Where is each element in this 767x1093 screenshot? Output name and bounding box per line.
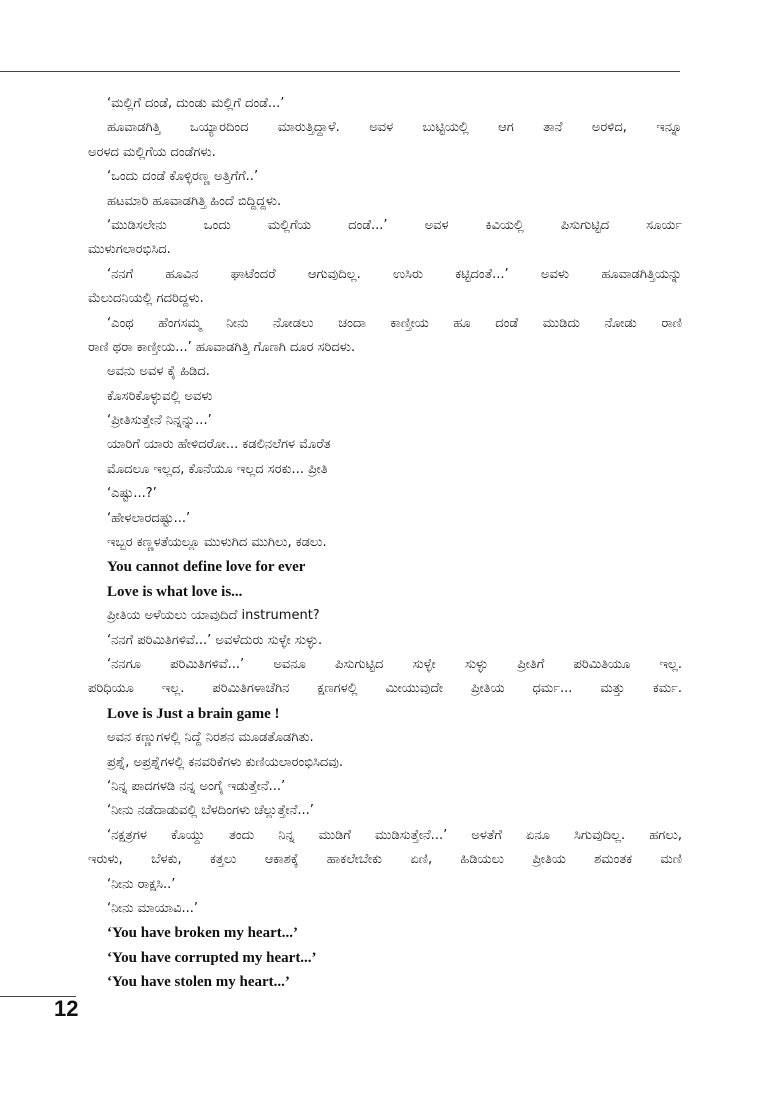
text-line: ‘ನನಗೆ ಹೂವಿನ ಘಾಟೆಂದರೆ ಆಗುವುದಿಲ್ಲ. ಉಸಿರು ಕಟ್ಟಿದಂತೆ...’ ಅವಳು ಹೂವಾಡಗಿತ್ತಿಯನ್ನು [107, 266, 682, 282]
text-line: ‘ಒಂದು ದಂಡೆ ಕೊಳ್ಳಿರಣ್ಣ ಅತ್ತಿಗೆಗೆ..’ [107, 169, 259, 185]
page-number: 12 [54, 996, 79, 1021]
text-line: ಪರಿಧಿಯೂ ಇಲ್ಲ. ಪರಿಮಿತಿಗಳಾಚೆಗಿನ ಕ್ಷಣಗಳಲ್ಲಿ ಮೀಯುವುದೇ ಪ್ರೀತಿಯ ಧರ್ಮ... ಮತ್ತು ಕರ್ಮ. [88, 681, 682, 697]
text-line: ಮೊದಲೂ ಇಲ್ಲದ, ಕೊನೆಯೂ ಇಲ್ಲದ ಸರಕು... ಪ್ರೀತಿ [107, 461, 328, 477]
text-line: ಹೂವಾಡಗಿತ್ತಿ ಒಯ್ಯಾರದಿಂದ ಮಾರುತ್ತಿದ್ದಾಳೆ. ಅವಳ ಬುಟ್ಟಿಯಲ್ಲಿ ಆಗ ತಾನೆ ಅರಳಿದ, ಇನ್ನೂ [107, 120, 682, 136]
text-line: Love is Just a brain game ! [107, 705, 280, 722]
text-line: ಇಬ್ಬರ ಕಣ್ಣಳತೆಯಲ್ಲೂ ಮುಳುಗಿದ ಮುಗಿಲು, ಕಡಲು. [107, 535, 327, 551]
text-line: Love is what love is... [107, 583, 243, 600]
page-body-text [88, 92, 682, 994]
text-line: ‘ನೀನು ರಾಕ್ಷಸಿ..’ [107, 876, 176, 892]
text-line: ‘ಮಲ್ಲಿಗೆ ದಂಡೆ, ದುಂಡು ಮಲ್ಲಿಗೆ ದಂಡೆ...’ [107, 96, 285, 111]
text-line: ಅವನ ಕಣ್ಣುಗಳಲ್ಲಿ ನಿದ್ದೆ ನಿರಶನ ಮೂಡತೊಡಗಿತು. [107, 730, 314, 746]
text-line: ಕೊಸರಿಕೊಳ್ಳುವಲ್ಲಿ ಅವಳು [107, 388, 213, 404]
text-line: ‘ಎಂಥ ಹೆಂಗಸಮ್ಮ ನೀನು ನೋಡಲು ಚಂದಾ ಕಾಣ್ತೀಯ ಹೂ ದಂಡೆ ಮುಡಿದು ನೋಡು ರಾಣಿ [107, 315, 682, 331]
text-line: ‘ಪ್ರೀತಿಸುತ್ತೇನೆ ನಿನ್ನನ್ನು...’ [107, 413, 212, 429]
text-line: ‘ನಕ್ಷತ್ರಗಳ ಕೊಯ್ದು ತಂದು ನಿನ್ನ ಮುಡಿಗೆ ಮುಡಿಸುತ್ತೇನೆ...’ ಅಳತೆಗೆ ಏನೂ ಸಿಗುವುದಿಲ್ಲ. ಹಗಲು, [107, 827, 682, 843]
text-line: ‘ಮುಡಿಸಲೇನು ಒಂದು ಮಲ್ಲಿಗೆಯ ದಂಡೆ...’ ಅವಳ ಕಿವಿಯಲ್ಲಿ ಪಿಸುಗುಟ್ಟಿದ ಸೂರ್ಯ [107, 217, 682, 233]
text-line: ‘You have corrupted my heart...’ [107, 949, 317, 966]
text-line: ರಾಣಿ ಥರಾ ಕಾಣ್ತೀಯ...’ ಹೂವಾಡಗಿತ್ತಿ ಗೊಣಗಿ ದೂರ ಸರಿದಳು. [88, 339, 356, 355]
text-line: ‘You have stolen my heart...’ [107, 974, 290, 991]
text-line: You cannot define love for ever [107, 559, 306, 576]
text-line: ‘ಹೇಳಲಾರದಷ್ಟು...’ [107, 510, 191, 526]
text-line: ಪ್ರಶ್ನೆ, ಅಪ್ರಶ್ನೆಗಳಲ್ಲಿ ಕನವರಿಕೆಗಳು ಕುಣಿಯಲಾರಂಭಿಸಿದವು. [107, 754, 344, 770]
text-line: ‘ನೀನು ಮಾಯಾವಿ...’ [107, 900, 198, 916]
text-line: ಇರುಳು, ಬೆಳಕು, ಕತ್ತಲು ಆಕಾಶಕ್ಕೆ ಹಾಕಲೇಬೇಕು ಏಣಿ, ಹಿಡಿಯಲು ಪ್ರೀತಿಯ ಶಮಂತಕ ಮಣಿ [88, 852, 682, 868]
text-line: ಅರಳದ ಮಲ್ಲಿಗೆಯ ದಂಡೆಗಳು. [88, 144, 216, 160]
text-line: ‘ಎಷ್ಟು...?’ [107, 486, 157, 502]
text-line: ‘You have broken my heart...’ [107, 925, 298, 942]
text-line: ‘ನನಗೂ ಪರಿಮಿತಿಗಳಿವೆ...’ ಅವನೂ ಪಿಸುಗುಟ್ಟಿದ ಸುಳ್ಳೇ ಸುಳ್ಳು ಪ್ರೀತಿಗೆ ಪರಿಮಿತಿಯೂ ಇಲ್ಲ. [107, 656, 682, 672]
text-line: ‘ನನಗೆ ಪರಿಮಿತಿಗಳಿವೆ...’ ಅವಳೆದುರು ಸುಳ್ಳೇ ಸುಳ್ಳು. [107, 632, 323, 648]
text-line: ‘ನೀನು ನಡೆದಾಡುವಲ್ಲಿ ಬೆಳದಿಂಗಳು ಚೆಲ್ಲುತ್ತೇನೆ...’ [107, 803, 314, 819]
header-rule [0, 71, 680, 72]
text-line: ಪ್ರೀತಿಯ ಅಳೆಯಲು ಯಾವುದಿದೆ instrument? [107, 608, 320, 624]
text-line: ಮೆಲುದನಿಯಲ್ಲಿ ಗದರಿದ್ದಳು. [88, 291, 204, 307]
text-line: ಹಟಮಾರಿ ಹೂವಾಡಗಿತ್ತಿ ಹಿಂದೆ ಬಿದ್ದಿದ್ದಳು. [107, 193, 282, 209]
text-line: ಮುಳುಗಲಾರಭಿಸಿದ. [88, 242, 171, 258]
text-line: ಯಾರಿಗೆ ಯಾರು ಹೇಳಿದರೋ... ಕಡಲಿನಲೆಗಳ ಮೊರೆತ [107, 437, 331, 453]
text-line: ಅವನು ಅವಳ ಕೈ ಹಿಡಿದ. [107, 364, 210, 380]
text-line: ‘ನಿನ್ನ ಪಾದಗಳಡಿ ನನ್ನ ಅಂಗೈ ಇಡುತ್ತೇನೆ...’ [107, 778, 286, 794]
